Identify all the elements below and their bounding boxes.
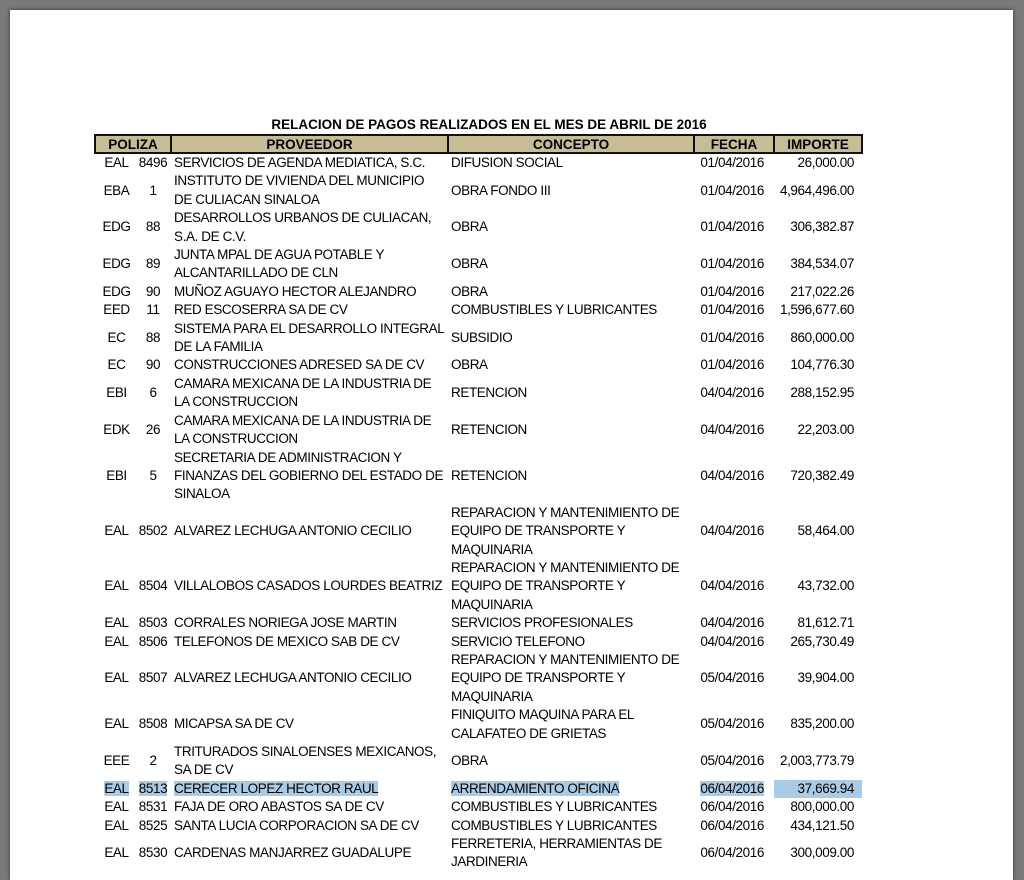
table-row	[95, 798, 862, 816]
poliza-number-text: 26	[145, 421, 161, 437]
fecha-cell	[694, 356, 774, 374]
poliza-number	[135, 633, 171, 651]
concepto-cell	[448, 283, 694, 301]
poliza-number	[135, 449, 171, 504]
importe-cell-text: 217,022.26	[790, 283, 854, 299]
table-row	[95, 633, 862, 651]
proveedor-cell-text: JUNTA MPAL DE AGUA POTABLE Y ALCANTARILLADO DE CLN	[174, 247, 384, 281]
importe-cell	[774, 449, 862, 504]
poliza-type	[95, 651, 135, 706]
importe-cell	[774, 209, 862, 246]
concepto-cell	[448, 614, 694, 632]
importe-cell	[774, 375, 862, 412]
table-row	[95, 817, 862, 835]
poliza-type-text: EAL	[104, 155, 129, 170]
poliza-number	[135, 614, 171, 632]
concepto-cell	[448, 449, 694, 504]
payments-table	[94, 134, 863, 872]
proveedor-cell	[171, 504, 448, 559]
poliza-number	[135, 172, 171, 209]
fecha-cell-text: 04/04/2016	[700, 633, 764, 649]
fecha-cell	[694, 153, 774, 172]
poliza-type-text: EAL	[104, 633, 129, 649]
importe-cell	[774, 798, 862, 816]
concepto-cell-text: OBRA	[451, 357, 488, 373]
importe-cell-text: 306,382.87	[790, 219, 854, 235]
poliza-type-text: EEE	[103, 753, 130, 769]
concepto-cell-text: SERVICIOS PROFESIONALES	[451, 615, 633, 631]
proveedor-cell-text: CAMARA MEXICANA DE LA INDUSTRIA DE LA CONSTRUCCION	[174, 375, 432, 410]
proveedor-cell	[171, 614, 448, 632]
concepto-cell-text: OBRA	[451, 283, 488, 299]
importe-cell-text: 58,464.00	[797, 523, 854, 539]
header-concepto: CONCEPTO	[448, 135, 694, 153]
concepto-cell	[448, 817, 694, 835]
poliza-number	[135, 817, 171, 835]
fecha-cell-text: 05/04/2016	[700, 716, 764, 732]
proveedor-cell	[171, 798, 448, 816]
poliza-type	[95, 301, 135, 319]
concepto-cell-text: ARRENDAMIENTO OFICINA	[451, 780, 620, 796]
importe-cell	[774, 246, 862, 283]
proveedor-cell	[171, 651, 448, 706]
poliza-number	[135, 209, 171, 246]
poliza-number-text: 90	[145, 283, 161, 299]
importe-cell	[774, 172, 862, 209]
fecha-cell	[694, 817, 774, 835]
importe-cell-text: 39,904.00	[797, 670, 854, 686]
concepto-cell-text: OBRA	[451, 256, 488, 272]
poliza-number-text: 8504	[138, 578, 168, 594]
poliza-type-text: EBA	[103, 182, 130, 198]
poliza-type-text: EED	[103, 302, 130, 318]
concepto-cell	[448, 743, 694, 780]
importe-cell	[774, 743, 862, 780]
importe-cell-text: 434,121.50	[790, 817, 854, 833]
concepto-cell	[448, 209, 694, 246]
poliza-type-text: EAL	[104, 670, 129, 686]
importe-cell-text: 4,964,496.00	[779, 182, 854, 198]
fecha-cell-text: 06/04/2016	[700, 780, 764, 796]
poliza-type-text: EDG	[102, 256, 131, 272]
concepto-cell	[448, 559, 694, 614]
poliza-type	[95, 412, 135, 449]
concepto-cell-text: OBRA	[451, 219, 488, 235]
poliza-type	[95, 743, 135, 780]
poliza-number-text: 8503	[138, 615, 168, 631]
poliza-number-text: 5	[149, 467, 157, 483]
poliza-number-text: 8530	[138, 845, 168, 861]
proveedor-cell-text: VILLALOBOS CASADOS LOURDES BEATRIZ	[174, 578, 443, 594]
importe-cell-text: 265,730.49	[790, 633, 854, 649]
concepto-cell	[448, 780, 694, 798]
table-row	[95, 614, 862, 632]
poliza-number	[135, 320, 171, 357]
document-title: RELACION DE PAGOS REALIZADOS EN EL MES DE ABRIL DE 2016	[271, 117, 707, 132]
proveedor-cell-text: CORRALES NORIEGA JOSE MARTIN	[174, 615, 397, 631]
importe-cell	[774, 301, 862, 319]
importe-cell-text: 800,000.00	[790, 799, 854, 815]
concepto-cell-text: COMBUSTIBLES Y LUBRICANTES	[451, 302, 657, 318]
importe-cell-text: 1,596,677.60	[779, 302, 854, 318]
importe-cell	[774, 706, 862, 743]
poliza-number	[135, 706, 171, 743]
proveedor-cell	[171, 449, 448, 504]
poliza-number	[135, 835, 171, 872]
importe-cell-text: 26,000.00	[797, 155, 854, 170]
fecha-cell	[694, 412, 774, 449]
poliza-type-text: EAL	[104, 578, 129, 594]
concepto-cell	[448, 706, 694, 743]
poliza-number	[135, 743, 171, 780]
proveedor-cell-text: ALVAREZ LECHUGA ANTONIO CECILIO	[174, 523, 412, 539]
concepto-cell-text: FERRETERIA, HERRAMIENTAS DE JARDINERIA	[451, 836, 662, 870]
fecha-cell-text: 01/04/2016	[700, 329, 764, 345]
poliza-type-text: EBI	[106, 385, 127, 401]
proveedor-cell	[171, 817, 448, 835]
poliza-type	[95, 706, 135, 743]
fecha-cell-text: 04/04/2016	[700, 578, 764, 594]
concepto-cell-text: COMBUSTIBLES Y LUBRICANTES	[451, 817, 657, 833]
poliza-type-text: EAL	[104, 780, 129, 796]
poliza-number-text: 8508	[138, 716, 168, 732]
table-header-row	[95, 135, 862, 153]
poliza-number	[135, 375, 171, 412]
poliza-number-text: 2	[149, 753, 157, 769]
poliza-type	[95, 780, 135, 798]
poliza-number	[135, 780, 171, 798]
importe-cell	[774, 651, 862, 706]
table-row	[95, 835, 862, 872]
table-row	[95, 412, 862, 449]
proveedor-cell-text: MICAPSA SA DE CV	[174, 716, 294, 732]
proveedor-cell	[171, 743, 448, 780]
proveedor-cell	[171, 301, 448, 319]
fecha-cell	[694, 449, 774, 504]
table-row	[95, 504, 862, 559]
poliza-type-text: EBI	[106, 467, 127, 483]
fecha-cell-text: 01/04/2016	[700, 219, 764, 235]
poliza-type-text: EAL	[104, 615, 129, 631]
proveedor-cell-text: CARDENAS MANJARREZ GUADALUPE	[174, 845, 412, 861]
fecha-cell-text: 04/04/2016	[700, 467, 764, 483]
importe-cell-text: 860,000.00	[790, 329, 854, 345]
proveedor-cell-text: CAMARA MEXICANA DE LA INDUSTRIA DE LA CONSTRUCCION	[174, 412, 432, 447]
importe-cell-text: 43,732.00	[797, 578, 854, 594]
poliza-number	[135, 559, 171, 614]
importe-cell	[774, 153, 862, 172]
document-page	[10, 10, 1013, 880]
fecha-cell	[694, 835, 774, 872]
poliza-number	[135, 798, 171, 816]
poliza-type	[95, 320, 135, 357]
poliza-type	[95, 559, 135, 614]
fecha-cell	[694, 706, 774, 743]
fecha-cell	[694, 320, 774, 357]
proveedor-cell	[171, 412, 448, 449]
concepto-cell	[448, 651, 694, 706]
poliza-number-text: 8506	[138, 633, 168, 649]
poliza-number-text: 8496	[138, 155, 168, 170]
concepto-cell	[448, 301, 694, 319]
proveedor-cell-text: TELEFONOS DE MEXICO SAB DE CV	[174, 633, 400, 649]
table-row	[95, 246, 862, 283]
fecha-cell-text: 06/04/2016	[700, 845, 764, 861]
concepto-cell	[448, 412, 694, 449]
proveedor-cell-text: SECRETARIA DE ADMINISTRACION Y FINANZAS DEL GOBIERNO DEL ESTADO DE SINALOA	[174, 449, 444, 502]
concepto-cell-text: REPARACION Y MANTENIMIENTO DE EQUIPO DE TRANSPORTE Y MAQUINARIA	[451, 559, 680, 612]
importe-cell-text: 22,203.00	[797, 421, 854, 437]
fecha-cell	[694, 614, 774, 632]
proveedor-cell-text: MUÑOZ AGUAYO HECTOR ALEJANDRO	[174, 283, 417, 299]
proveedor-cell-text: FAJA DE ORO ABASTOS SA DE CV	[174, 799, 384, 815]
fecha-cell	[694, 301, 774, 319]
proveedor-cell-text: ALVAREZ LECHUGA ANTONIO CECILIO	[174, 670, 412, 686]
table-row	[95, 209, 862, 246]
poliza-number-text: 8513	[138, 780, 168, 796]
importe-cell-text: 720,382.49	[790, 467, 854, 483]
concepto-cell-text: OBRA	[451, 753, 488, 769]
poliza-type	[95, 504, 135, 559]
poliza-type-text: EDK	[103, 421, 130, 437]
poliza-number-text: 1	[149, 182, 157, 198]
poliza-type-text: EC	[107, 329, 126, 345]
table-row	[95, 283, 862, 301]
fecha-cell	[694, 283, 774, 301]
poliza-number-text: 88	[145, 219, 161, 235]
poliza-number	[135, 356, 171, 374]
poliza-type	[95, 153, 135, 172]
importe-cell-text: 37,669.94	[797, 780, 854, 796]
fecha-cell-text: 04/04/2016	[700, 523, 764, 539]
concepto-cell-text: RETENCION	[451, 421, 527, 437]
fecha-cell-text: 04/04/2016	[700, 615, 764, 631]
proveedor-cell	[171, 780, 448, 798]
poliza-type-text: EC	[107, 357, 126, 373]
concepto-cell	[448, 246, 694, 283]
fecha-cell	[694, 633, 774, 651]
table-row	[95, 743, 862, 780]
fecha-cell	[694, 743, 774, 780]
fecha-cell	[694, 651, 774, 706]
poliza-number-text: 89	[145, 256, 161, 272]
fecha-cell-text: 04/04/2016	[700, 385, 764, 401]
poliza-type	[95, 817, 135, 835]
table-row	[95, 706, 862, 743]
importe-cell	[774, 559, 862, 614]
header-importe: IMPORTE	[774, 135, 862, 153]
table-row	[95, 301, 862, 319]
poliza-type-text: EDG	[102, 283, 131, 299]
concepto-cell-text: DIFUSION SOCIAL	[451, 155, 563, 170]
poliza-type	[95, 614, 135, 632]
proveedor-cell	[171, 356, 448, 374]
poliza-number-text: 8525	[138, 817, 168, 833]
poliza-number-text: 88	[145, 329, 161, 345]
concepto-cell-text: REPARACION Y MANTENIMIENTO DE EQUIPO DE TRANSPORTE Y MAQUINARIA	[451, 504, 680, 557]
table-row	[95, 375, 862, 412]
poliza-number-text: 6	[149, 385, 157, 401]
table-row	[95, 449, 862, 504]
table-row	[95, 172, 862, 209]
poliza-number	[135, 301, 171, 319]
proveedor-cell-text: TRITURADOS SINALOENSES MEXICANOS, SA DE CV	[174, 744, 437, 778]
table-body	[95, 153, 862, 872]
poliza-number	[135, 504, 171, 559]
concepto-cell-text: RETENCION	[451, 385, 527, 401]
proveedor-cell	[171, 246, 448, 283]
poliza-type	[95, 172, 135, 209]
fecha-cell	[694, 798, 774, 816]
proveedor-cell-text: SANTA LUCIA CORPORACION SA DE CV	[174, 817, 420, 833]
importe-cell-text: 288,152.95	[790, 385, 854, 401]
poliza-number	[135, 246, 171, 283]
poliza-type-text: EDG	[102, 219, 131, 235]
poliza-type-text: EAL	[104, 799, 129, 815]
fecha-cell-text: 06/04/2016	[700, 817, 764, 833]
poliza-type	[95, 449, 135, 504]
poliza-number-text: 8502	[138, 523, 168, 539]
poliza-number	[135, 412, 171, 449]
poliza-number-text: 90	[145, 357, 161, 373]
concepto-cell	[448, 172, 694, 209]
fecha-cell	[694, 780, 774, 798]
concepto-cell	[448, 356, 694, 374]
fecha-cell-text: 01/04/2016	[700, 155, 764, 170]
header-poliza: POLIZA	[95, 135, 171, 153]
importe-cell	[774, 320, 862, 357]
poliza-type-text: EAL	[104, 845, 129, 861]
fecha-cell-text: 01/04/2016	[700, 302, 764, 318]
concepto-cell-text: RETENCION	[451, 467, 527, 483]
importe-cell	[774, 412, 862, 449]
header-proveedor: PROVEEDOR	[171, 135, 448, 153]
fecha-cell	[694, 559, 774, 614]
importe-cell	[774, 504, 862, 559]
table-row	[95, 153, 862, 172]
poliza-number	[135, 651, 171, 706]
concepto-cell-text: OBRA FONDO III	[451, 182, 551, 198]
fecha-cell-text: 01/04/2016	[700, 357, 764, 373]
concepto-cell	[448, 798, 694, 816]
importe-cell	[774, 356, 862, 374]
proveedor-cell-text: INSTITUTO DE VIVIENDA DEL MUNICIPIO DE CULIACAN SINALOA	[174, 173, 425, 207]
concepto-cell	[448, 320, 694, 357]
poliza-type	[95, 209, 135, 246]
poliza-number-text: 8507	[138, 670, 168, 686]
importe-cell	[774, 283, 862, 301]
header-fecha: FECHA	[694, 135, 774, 153]
poliza-type	[95, 633, 135, 651]
importe-cell-text: 81,612.71	[797, 615, 854, 631]
importe-cell	[774, 614, 862, 632]
fecha-cell-text: 05/04/2016	[700, 753, 764, 769]
proveedor-cell-text: CONSTRUCCIONES ADRESED SA DE CV	[174, 357, 425, 373]
concepto-cell-text: FINIQUITO MAQUINA PARA EL CALAFATEO DE GRIETAS	[451, 707, 634, 741]
concepto-cell-text: SUBSIDIO	[451, 329, 513, 345]
fecha-cell-text: 01/04/2016	[700, 283, 764, 299]
table-row	[95, 559, 862, 614]
proveedor-cell	[171, 209, 448, 246]
proveedor-cell	[171, 706, 448, 743]
proveedor-cell-text: CERECER LOPEZ HECTOR RAUL	[174, 780, 379, 796]
importe-cell	[774, 835, 862, 872]
concepto-cell	[448, 153, 694, 172]
poliza-type	[95, 246, 135, 283]
importe-cell-text: 2,003,773.79	[779, 753, 854, 769]
table-row	[95, 780, 862, 798]
fecha-cell-text: 06/04/2016	[700, 799, 764, 815]
concepto-cell-text: SERVICIO TELEFONO	[451, 633, 585, 649]
table-row	[95, 320, 862, 357]
concepto-cell	[448, 504, 694, 559]
proveedor-cell	[171, 283, 448, 301]
proveedor-cell	[171, 375, 448, 412]
proveedor-cell	[171, 320, 448, 357]
fecha-cell-text: 05/04/2016	[700, 670, 764, 686]
poliza-type	[95, 356, 135, 374]
poliza-number	[135, 153, 171, 172]
importe-cell	[774, 817, 862, 835]
proveedor-cell-text: RED ESCOSERRA SA DE CV	[174, 302, 348, 318]
fecha-cell-text: 01/04/2016	[700, 256, 764, 272]
fecha-cell	[694, 209, 774, 246]
fecha-cell	[694, 504, 774, 559]
table-row	[95, 651, 862, 706]
proveedor-cell	[171, 559, 448, 614]
proveedor-cell-text: SERVICIOS DE AGENDA MEDIATICA, S.C.	[174, 155, 426, 170]
proveedor-cell	[171, 633, 448, 651]
concepto-cell	[448, 375, 694, 412]
poliza-type	[95, 375, 135, 412]
table-row	[95, 356, 862, 374]
fecha-cell	[694, 375, 774, 412]
proveedor-cell	[171, 835, 448, 872]
proveedor-cell	[171, 153, 448, 172]
poliza-number	[135, 283, 171, 301]
importe-cell	[774, 780, 862, 798]
concepto-cell	[448, 633, 694, 651]
poliza-type-text: EAL	[104, 716, 129, 732]
fecha-cell	[694, 246, 774, 283]
poliza-type	[95, 283, 135, 301]
poliza-number-text: 11	[146, 302, 160, 318]
poliza-type-text: EAL	[104, 523, 129, 539]
proveedor-cell-text: DESARROLLOS URBANOS DE CULIACAN, S.A. DE C.V.	[174, 210, 432, 244]
fecha-cell	[694, 172, 774, 209]
poliza-number-text: 8531	[138, 799, 168, 815]
importe-cell-text: 104,776.30	[790, 357, 854, 373]
fecha-cell-text: 04/04/2016	[700, 421, 764, 437]
importe-cell-text: 300,009.00	[790, 845, 854, 861]
poliza-type-text: EAL	[104, 817, 129, 833]
importe-cell	[774, 633, 862, 651]
proveedor-cell	[171, 172, 448, 209]
concepto-cell-text: REPARACION Y MANTENIMIENTO DE EQUIPO DE TRANSPORTE Y MAQUINARIA	[451, 651, 680, 704]
proveedor-cell-text: SISTEMA PARA EL DESARROLLO INTEGRAL DE LA FAMILIA	[174, 320, 444, 355]
poliza-type	[95, 798, 135, 816]
importe-cell-text: 384,534.07	[790, 256, 854, 272]
poliza-type	[95, 835, 135, 872]
importe-cell-text: 835,200.00	[790, 716, 854, 732]
concepto-cell	[448, 835, 694, 872]
fecha-cell-text: 01/04/2016	[700, 182, 764, 198]
concepto-cell-text: COMBUSTIBLES Y LUBRICANTES	[451, 799, 657, 815]
